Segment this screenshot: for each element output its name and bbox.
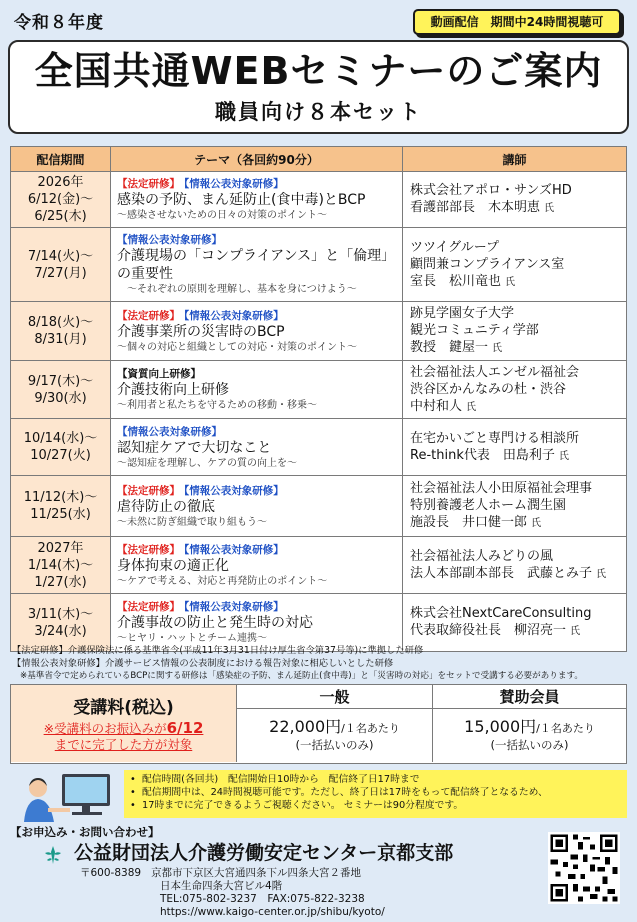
qr-code-icon[interactable]: [548, 832, 620, 904]
period-end: 7/27(月): [34, 265, 87, 281]
address-line2: 日本生命四条大宮ビル4階: [160, 880, 283, 892]
fee-deadline-post: までに完了した方が対象: [54, 737, 193, 752]
org-logo-icon: [42, 844, 64, 866]
theme-cell: [111, 594, 403, 652]
lecturer-honorific: 氏: [559, 450, 569, 462]
lecturer-dept: 渋谷区かんなみの杜・渋谷: [410, 381, 567, 397]
note-legal: 【法定研修】介護保険法に係る基準省令(平成11年3月31日付け厚生省令第37号等)に準拠した研修: [12, 645, 424, 656]
theme-subtitle: ～ケアで考える、対応と再発防止のポイント～: [117, 575, 328, 587]
header-lecturer: 講師: [403, 147, 627, 172]
period-start: 9/17(木)～: [27, 373, 94, 389]
lecturer-org: 社会福祉法人みどりの風: [410, 548, 554, 564]
lecturer-name: 施設長 井口健一郎: [410, 515, 528, 530]
lecturer-honorific: 氏: [492, 343, 503, 354]
period-end: 10/27(火): [30, 448, 91, 463]
fee-deadline-pre: ※受講料のお振込みが: [43, 721, 167, 736]
delivery-info-24h-cont: • 17時までに完了できるようご視聴ください。 セミナーは90分程度です。: [130, 799, 619, 812]
address-line1: 京都市下京区大宮通四条下ル四条大宮２番地: [151, 867, 362, 879]
table-row: [11, 228, 627, 302]
theme-title: 介護技術向上研修: [117, 382, 229, 398]
lecturer-name: 看護部部長 木本明恵: [410, 200, 541, 215]
fee-general: [236, 685, 432, 762]
theme-cell: [111, 476, 403, 537]
fee-general-price: 22,000円: [269, 717, 342, 736]
period-end: 6/25(木): [34, 209, 87, 224]
schedule-header-row: [11, 147, 627, 172]
theme-subtitle: ～認知症を理解し、ケアの質の向上を～: [117, 457, 297, 469]
tag-legal: 【法定研修】: [117, 178, 180, 190]
fee-general-once: (一括払いのみ): [295, 738, 374, 752]
org-name: 公益財団法人介護労働安定センター京都支部: [74, 842, 454, 864]
tag-info: 【情報公表対象研修】: [184, 543, 284, 556]
theme-cell: [111, 361, 403, 419]
delivery-info-time: • 配信時間(各回共) 配信開始日10時から 配信終了日17時まで: [130, 773, 619, 786]
theme-subtitle: ～それぞれの原則を理解し、基本を身につけよう～: [127, 284, 357, 295]
zip-code: 〒600-8389: [80, 867, 142, 879]
website-url[interactable]: https://www.kaigo-center.or.jp/shibu/kyoto/: [160, 906, 385, 918]
theme-title: 虐待防止の徹底: [117, 498, 215, 515]
period-end: 11/25(水): [30, 507, 91, 522]
lecturer-name: 教授 鍵屋一: [410, 340, 489, 355]
theme-title: 介護事業所の災害時のBCP: [117, 323, 285, 340]
theme-cell: [111, 537, 403, 594]
period-start: 10/14(水)～: [23, 431, 98, 446]
period-end: 8/31(月): [34, 332, 87, 347]
lecturer-name: Re-think代表 田島利子: [410, 447, 555, 463]
delivery-info: [124, 770, 627, 818]
theme-cell: [111, 302, 403, 361]
fee-box: [10, 684, 627, 764]
fee-member-once: (一括払いのみ): [490, 738, 569, 752]
lecturer-dept: 観光コミュニティ学部: [410, 323, 539, 338]
lecturer-cell: [403, 594, 627, 652]
period-year: 2027年: [37, 540, 84, 556]
header-theme: テーマ（各回約90分）: [111, 147, 403, 172]
lecturer-org: 株式会社アポロ・サンズHD: [410, 183, 572, 198]
lecturer-dept: 特別養護老人ホーム潤生園: [410, 498, 567, 513]
lecturer-cell: [403, 419, 627, 476]
theme-title: 感染の予防、まん延防止(食中毒)とBCP: [117, 192, 366, 208]
fiscal-year: 令和８年度: [14, 13, 104, 33]
theme-title-cont: の重要性: [117, 266, 173, 282]
tag-info: 【情報公表対象研修】: [184, 601, 284, 613]
theme-subtitle: ～個々の対応と組織としての対応・対策のポイント～: [117, 341, 357, 353]
tag-info: 【情報公表対象研修】: [184, 309, 284, 322]
period-cell: [11, 228, 111, 302]
schedule-table: [10, 146, 627, 652]
tag-info: 【情報公表対象研修】: [117, 234, 222, 246]
table-row: [11, 419, 627, 476]
period-cell: [11, 476, 111, 537]
streaming-badge: 動画配信 期間中24時間視聴可: [413, 9, 621, 35]
delivery-info-24h: • 配信期間中は、24時間視聴可能です。ただし、終了日は17時をもって配信終了となるため、: [130, 786, 619, 799]
fee-deadline-note: [11, 720, 236, 753]
lecturer-honorific: 氏: [570, 626, 581, 637]
lecturer-org: 社会福祉法人エンゼル福祉会: [410, 364, 580, 380]
period-start: 11/12(木)～: [23, 490, 98, 505]
period-start: 8/18(火)～: [27, 315, 94, 330]
table-row: [11, 302, 627, 361]
period-year: 2026年: [37, 175, 84, 190]
period-cell: [11, 302, 111, 361]
fee-label-cell: [11, 685, 236, 762]
period-cell: [11, 537, 111, 594]
lecturer-name: 中村和人: [410, 398, 463, 414]
period-start: 7/14(火)～: [27, 248, 94, 264]
theme-cell: [111, 228, 403, 302]
period-cell: [11, 419, 111, 476]
theme-title: 身体拘束の適正化: [117, 557, 229, 574]
page-subtitle: 職員向け８本セット: [215, 100, 422, 124]
tag-legal: 【法定研修】: [117, 484, 180, 497]
period-end: 9/30(水): [34, 390, 87, 406]
header-period: 配信期間: [11, 147, 111, 172]
tag-info: 【情報公表対象研修】: [117, 425, 222, 438]
lecturer-cell: [403, 476, 627, 537]
period-cell: [11, 594, 111, 652]
theme-cell: [111, 172, 403, 228]
period-end: 3/24(水): [34, 623, 87, 639]
tag-legal: 【法定研修】: [117, 309, 180, 322]
lecturer-org: 在宅かいごと専門ける相談所: [410, 430, 580, 446]
lecturer-cell: [403, 228, 627, 302]
lecturer-honorific: 氏: [531, 518, 542, 529]
lecturer-cell: [403, 302, 627, 361]
fee-member-unit: /１名あたり: [536, 722, 595, 735]
lecturer-dept: 顧問兼コンプライアンス室: [410, 256, 565, 272]
lecturer-honorific: 氏: [596, 568, 607, 580]
fee-label: 受講料(税込): [73, 698, 174, 718]
period-start: 6/12(金)～: [27, 192, 94, 207]
theme-subtitle: ～未然に防ぎ組織で取り組もう～: [117, 516, 267, 528]
period-cell: [11, 172, 111, 228]
lecturer-org: ツツイグループ: [410, 239, 500, 255]
fee-general-head: 一般: [237, 685, 432, 709]
lecturer-cell: [403, 361, 627, 419]
tag-legal: 【法定研修】: [117, 601, 180, 613]
lecturer-name: 法人本部副本部長 武藤とみ子: [410, 565, 593, 581]
lecturer-honorific: 氏: [505, 276, 516, 288]
theme-subtitle: ～感染させないための日々の対策のポイント～: [117, 210, 327, 221]
theme-title: 認知症ケアで大切なこと: [117, 439, 272, 456]
period-cell: [11, 361, 111, 419]
fee-general-unit: /１名あたり: [341, 722, 400, 735]
tag-quality: 【資質向上研修】: [117, 368, 201, 380]
table-row: [11, 361, 627, 419]
lecturer-org: 株式会社NextCareConsulting: [410, 606, 592, 621]
lecturer-org: 社会福祉法人小田原福祉会理事: [410, 481, 593, 496]
lecturer-cell: [403, 537, 627, 594]
period-end: 1/27(水): [34, 574, 87, 590]
page-title: 全国共通WEBセミナーのご案内: [34, 49, 603, 93]
table-row: [11, 594, 627, 652]
title-box: [8, 40, 629, 134]
theme-subtitle: ～利用者と私たちを守るための移動・移乗～: [117, 400, 317, 411]
period-start: 1/14(木)～: [27, 557, 94, 573]
fee-deadline-date: 6/12: [166, 719, 204, 737]
tag-info: 【情報公表対象研修】: [184, 178, 284, 190]
period-start: 3/11(木)～: [27, 606, 94, 622]
table-row: [11, 537, 627, 594]
address-block: [80, 867, 385, 919]
tag-legal: 【法定研修】: [117, 543, 180, 556]
fee-member: [432, 685, 626, 762]
theme-cell: [111, 419, 403, 476]
phone-fax: TEL:075-802-3237 FAX:075-822-3238: [160, 893, 365, 905]
lecturer-honorific: 氏: [466, 401, 477, 413]
lecturer-name: 室長 松川竜也: [410, 273, 502, 289]
lecturer-org: 跡見学園女子大学: [410, 306, 515, 321]
notes-block: [12, 645, 627, 683]
lecturer-cell: [403, 172, 627, 228]
lecturer-honorific: 氏: [544, 203, 555, 214]
theme-subtitle: ～ヒヤリ・ハットとチーム連携～: [117, 633, 267, 644]
fee-member-price: 15,000円: [464, 717, 537, 736]
theme-title: 介護事故の防止と発生時の対応: [117, 615, 313, 631]
note-info: 【情報公表対象研修】介護サービス情報の公表制度における報告対象に相応しいとした研修: [12, 657, 394, 669]
note-bcp: ※基準省令で定められているBCPに関する研修は「感染症の予防、まん延防止(食中毒)」と「災害時の対応」をセットで受講する必要があります。: [20, 671, 583, 681]
person-at-computer-icon: [18, 768, 118, 822]
fee-member-head: 賛助会員: [433, 685, 626, 709]
table-row: [11, 172, 627, 228]
lecturer-name: 代表取締役社長 柳沼亮一: [410, 623, 567, 638]
contact-heading: 【お申込み・お問い合わせ】: [10, 825, 160, 839]
table-row: [11, 476, 627, 537]
theme-title: 介護現場の「コンプライアンス」と「倫理」: [117, 248, 396, 264]
tag-info: 【情報公表対象研修】: [184, 484, 284, 497]
